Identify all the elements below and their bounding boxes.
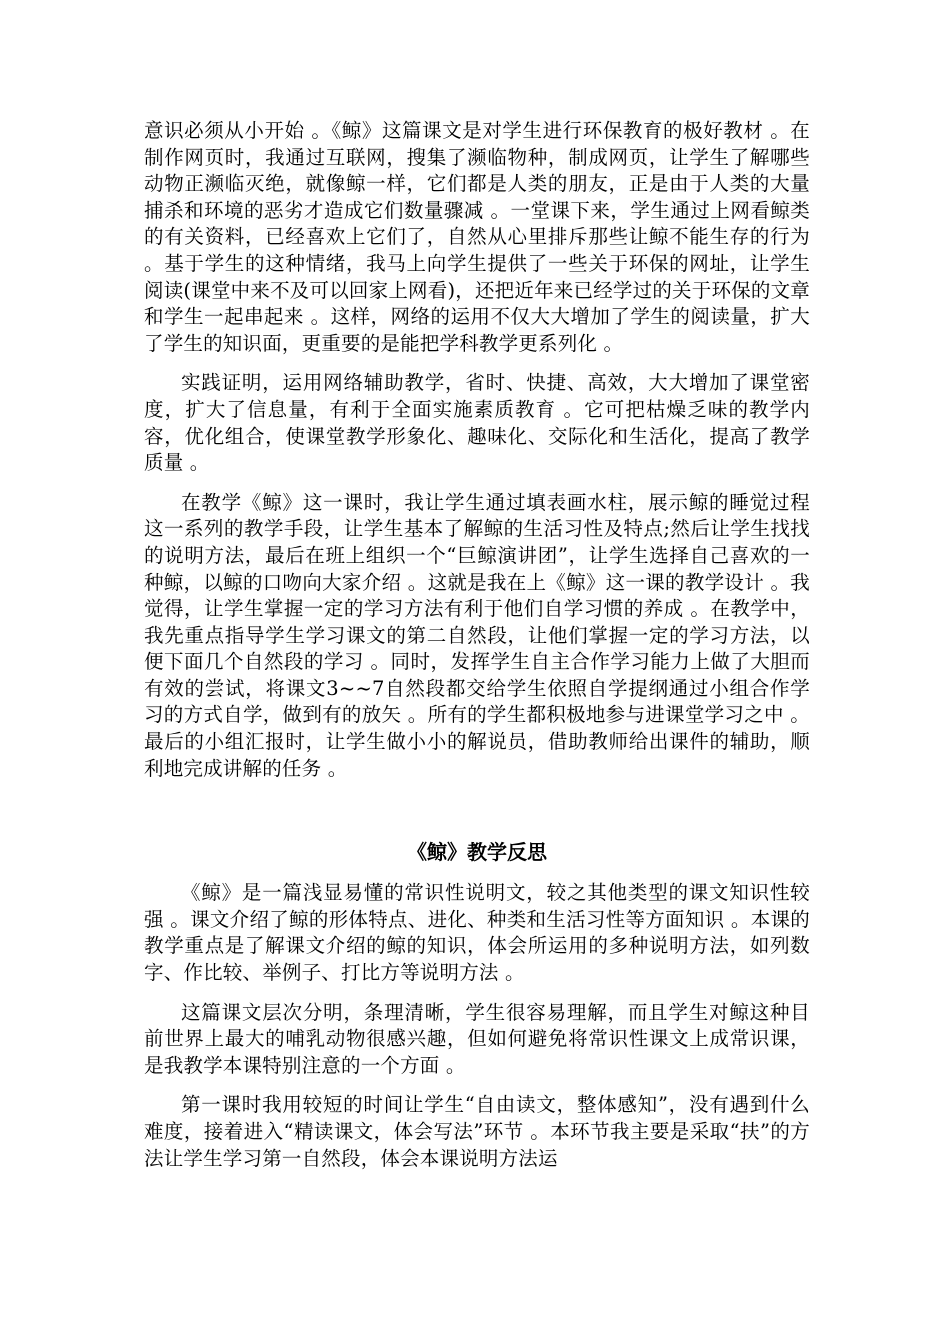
section-title: 《鲸》教学反思 (407, 840, 547, 865)
paragraph-text-structure: 这篇课文层次分明，条理清晰，学生很容易理解，而且学生对鲸这种目前世界上最大的哺乳动物很感兴趣，但如何避免将常识性课文上成常识课，是我教学本课特别注意的一个方面 。 (144, 1000, 810, 1077)
paragraph-network-teaching: 实践证明，运用网络辅助教学，省时、快捷、高效，大大增加了课堂密度，扩大了信息量，有利于全面实施素质教育 。它可把枯燥乏味的教学内容，优化组合，使课堂教学形象化、趣味化、交际化和生活化，提高了教学质量 。 (144, 371, 810, 475)
paragraph-environment-education: 意识必须从小开始 。《鲸》这篇课文是对学生进行环保教育的极好教材 。在制作网页时，我通过互联网，搜集了濒临物种，制成网页，让学生了解哪些动物正濒临灭绝，就像鲸一样，它们都是人类的朋友，正是由于人类的大量捕杀和环境的恶劣才造成它们数量骤减 。一堂课下来，学生通过上网看鲸类的有关资料，已经喜欢上它们了，自然从心里排斥那些让鲸不能生存的行为 。基于学生的这种情绪，我马上向学生提供了一些关于环保的网址，让学生阅读(课堂中来不及可以回家上网看)，还把近年来已经学过的关于环保的文章和学生一起串起来 。这样，网络的运用不仅大大增加了学生的阅读量，扩大了学生的知识面，更重要的是能把学科教学更系列化 。 (144, 119, 810, 355)
paragraph-text-overview: 《鲸》是一篇浅显易懂的常识性说明文，较之其他类型的课文知识性较强 。课文介绍了鲸的形体特点、进化、种类和生活习性等方面知识 。本课的教学重点是了解课文介绍的鲸的知识，体会所运用的多种说明方法，如列数字、作比较、举例子、打比方等说明方法 。 (144, 881, 810, 985)
paragraph-lesson-design: 在教学《鲸》这一课时，我让学生通过填表画水柱，展示鲸的睡觉过程这一系列的教学手段，让学生基本了解鲸的生活习性及特点;然后让学生找找的说明方法，最后在班上组织一个“巨鲸演讲团”，让学生选择自己喜欢的一种鲸，以鲸的口吻向大家介绍 。这就是我在上《鲸》这一课的教学设计 。我觉得，让学生掌握一定的学习方法有利于他们自学习惯的养成 。在教学中，我先重点指导学生学习课文的第二自然段，让他们掌握一定的学习方法，以便下面几个自然段的学习 。同时，发挥学生自主合作学习能力上做了大胆而有效的尝试，将课文3~~7自然段都交给学生依照自学提纲通过小组合作学习的方式自学，做到有的放矢 。所有的学生都积极地参与进课堂学习之中 。最后的小组汇报时，让学生做小小的解说员，借助教师给出课件的辅助，顺利地完成讲解的任务 。 (144, 490, 810, 780)
document-page (144, 118, 810, 1172)
paragraph-first-lesson: 第一课时我用较短的时间让学生“自由读文，整体感知”，没有遇到什么难度，接着进入“精读课文，体会写法”环节 。本环节我主要是采取“扶”的方法让学生学习第一自然段，体会本课说明方法运 (144, 1093, 810, 1170)
